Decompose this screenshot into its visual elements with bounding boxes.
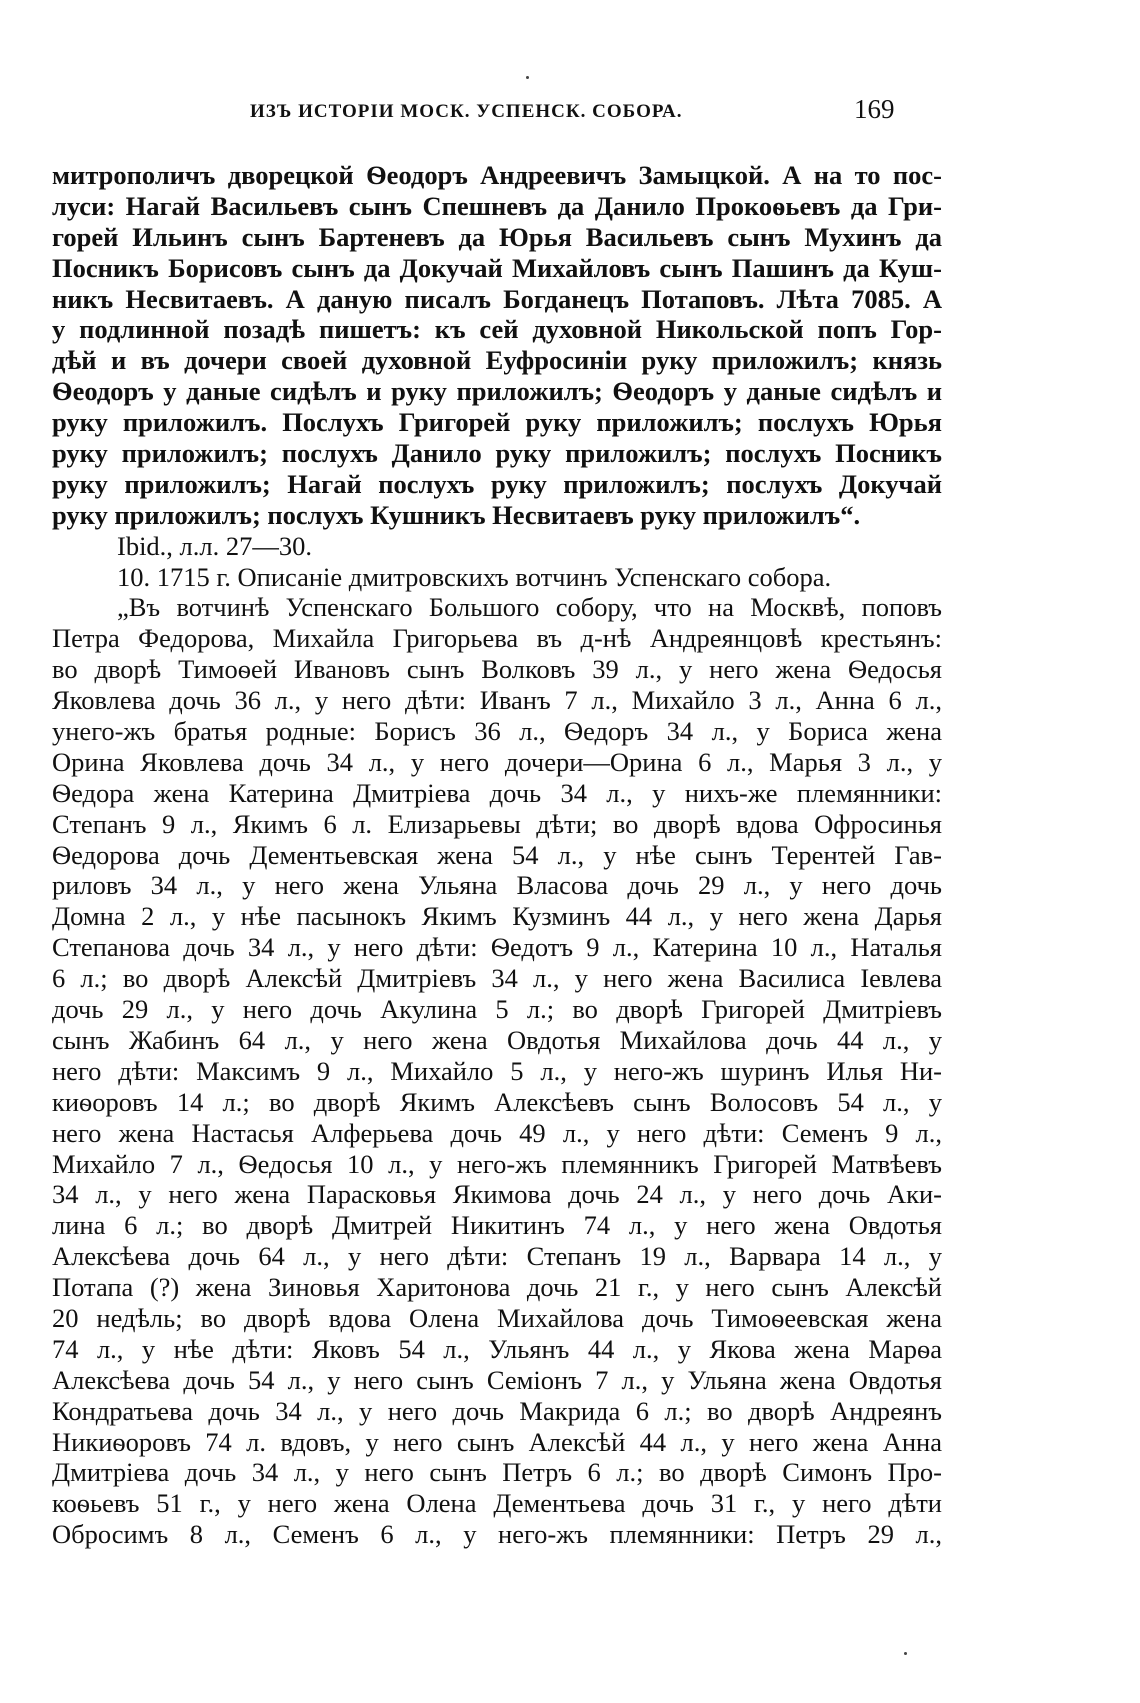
text-line: Посникъ Борисовъ сынъ да Докучай Михайловъ сынъ Пашинъ да Куш-	[52, 252, 942, 283]
page-number: 169	[854, 94, 895, 124]
text-line: митрополичъ дворецкой Ѳеодоръ Андреевичъ Замыцкой. А на то пос-	[52, 160, 942, 190]
text-line: лина 6 л.; во дворѣ Дмитрей Никитинъ 74 л., у него жена Овдотья	[52, 1210, 942, 1241]
text-line: Домна 2 л., у нѣе пасынокъ Якимъ Кузминъ 44 л., у него жена Дарья	[52, 901, 942, 932]
text-line: Степанъ 9 л., Якимъ 6 л. Елизарьевы дѣти; во дворѣ вдова Офросинья	[52, 808, 942, 839]
text-line: горей Ильинъ сынъ Бартеневъ да Юрья Васильевъ сынъ Мухинъ да	[52, 221, 942, 252]
text-line: во дворѣ Тимоѳей Ивановъ сынъ Волковъ 39 л., у него жена Ѳедосья	[52, 654, 942, 685]
text-line: Потапа (?) жена Зиновья Харитонова дочь 21 г., у него сынъ Алексѣй	[52, 1272, 942, 1303]
text-line: у подлинной позадѣ пишетъ: къ сей духовной Никольской попъ Гор-	[52, 314, 942, 345]
text-line: Алексѣева дочь 54 л., у него сынъ Семіонъ 7 л., у Ульяна жена Овдотья	[52, 1364, 942, 1395]
text-line: „Въ вотчинѣ Успенскаго Большого собору, что на Москвѣ, поповъ	[117, 592, 942, 623]
text-line: него жена Настасья Алферьева дочь 49 л., у него дѣти: Семенъ 9 л.,	[52, 1117, 942, 1148]
text-line: Степанова дочь 34 л., у него дѣти: Ѳедотъ 9 л., Катерина 10 л., Наталья	[52, 932, 942, 963]
text-line: Петра Федорова, Михайла Григорьева въ д-нѣ Андреянцовѣ крестьянъ:	[52, 623, 942, 654]
text-line: Михайло 7 л., Ѳедосья 10 л., у него-жъ племянникъ Григорей Матвѣевъ	[52, 1148, 942, 1179]
text-line: коѳьевъ 51 г., у него жена Олена Дементьева дочь 31 г., у него дѣти	[52, 1488, 942, 1519]
text-line: руку приложилъ. Послухъ Григорей руку приложилъ; послухъ Юрья	[52, 407, 942, 438]
main-text	[52, 160, 942, 1550]
citation-line: Ibid., л.л. 27—30.	[117, 530, 313, 561]
text-line: Никиѳоровъ 74 л. вдовъ, у него сынъ Алексѣй 44 л., у него жена Анна	[52, 1426, 942, 1457]
text-line: Яковлева дочь 36 л., у него дѣти: Иванъ 7 л., Михайло 3 л., Анна 6 л.,	[52, 685, 942, 716]
text-line: риловъ 34 л., у него жена Ульяна Власова дочь 29 л., у него дочь	[52, 870, 942, 901]
text-line: унего-жъ братья родные: Борисъ 36 л., Ѳедоръ 34 л., у Бориса жена	[52, 716, 942, 747]
text-line: него дѣти: Максимъ 9 л., Михайло 5 л., у него-жъ шуринъ Илья Ни-	[52, 1055, 942, 1086]
text-line: Дмитріева дочь 34 л., у него сынъ Петръ 6 л.; во дворѣ Симонъ Про-	[52, 1457, 942, 1488]
text-line: руку приложилъ; послухъ Данило руку приложилъ; послухъ Посникъ	[52, 438, 942, 469]
text-line: Обросимъ 8 л., Семенъ 6 л., у него-жъ племянники: Петръ 29 л.,	[52, 1519, 942, 1550]
text-line: дѣй и въ дочери своей духовной Еуфросиніи руку приложилъ; князь	[52, 345, 942, 376]
text-line: 20 недѣль; во дворѣ вдова Олена Михайлова дочь Тимоѳеевская жена	[52, 1302, 942, 1333]
text-line: Ѳедорова дочь Дементьевская жена 54 л., у нѣе сынъ Терентей Гав-	[52, 839, 942, 870]
text-line: луси: Нагай Васильевъ сынъ Спешневъ да Данило Прокоѳьевъ да Гри-	[52, 190, 942, 221]
text-line: руку приложилъ; Нагай послухъ руку приложилъ; послухъ Докучай	[52, 468, 942, 499]
text-line: Кондратьева дочь 34 л., у него дочь Макрида 6 л.; во дворѣ Андреянъ	[52, 1395, 942, 1426]
print-speck	[904, 1652, 907, 1655]
text-line: 6 л.; во дворѣ Алексѣй Дмитріевъ 34 л., у него жена Василиса Іевлева	[52, 963, 942, 994]
text-line: киѳоровъ 14 л.; во дворѣ Якимъ Алексѣевъ сынъ Волосовъ 54 л., у	[52, 1086, 942, 1117]
print-speck	[526, 76, 529, 79]
text-line: дочь 29 л., у него дочь Акулина 5 л.; во дворѣ Григорей Дмитріевъ	[52, 994, 942, 1025]
text-line: 74 л., у нѣе дѣти: Яковъ 54 л., Ульянъ 44 л., у Якова жена Марѳа	[52, 1333, 942, 1364]
text-line: руку приложилъ; послухъ Кушникъ Несвитаевъ руку приложилъ“.	[52, 499, 861, 530]
section-heading-line: 10. 1715 г. Описаніе дмитровскихъ вотчинъ Успенскаго собора.	[117, 561, 832, 592]
text-line: сынъ Жабинъ 64 л., у него жена Овдотья Михайлова дочь 44 л., у	[52, 1024, 942, 1055]
running-title: ИЗЪ ИСТОРІИ МОСК. УСПЕНСК. СОБОРА.	[250, 101, 683, 122]
text-line: Ѳеодоръ у даные сидѣлъ и руку приложилъ; Ѳеодоръ у даные сидѣлъ и	[52, 376, 942, 407]
text-line: Алексѣева дочь 64 л., у него дѣти: Степанъ 19 л., Варвара 14 л., у	[52, 1241, 942, 1272]
text-line: 34 л., у него жена Парасковья Якимова дочь 24 л., у него дочь Аки-	[52, 1179, 942, 1210]
text-line: Ѳедора жена Катерина Дмитріева дочь 34 л., у нихъ-же племянники:	[52, 777, 942, 808]
text-line: никъ Несвитаевъ. А даную писалъ Богданецъ Потаповъ. Лѣта 7085. А	[52, 283, 942, 314]
text-line: Орина Яковлева дочь 34 л., у него дочери—Орина 6 л., Марья 3 л., у	[52, 746, 942, 777]
